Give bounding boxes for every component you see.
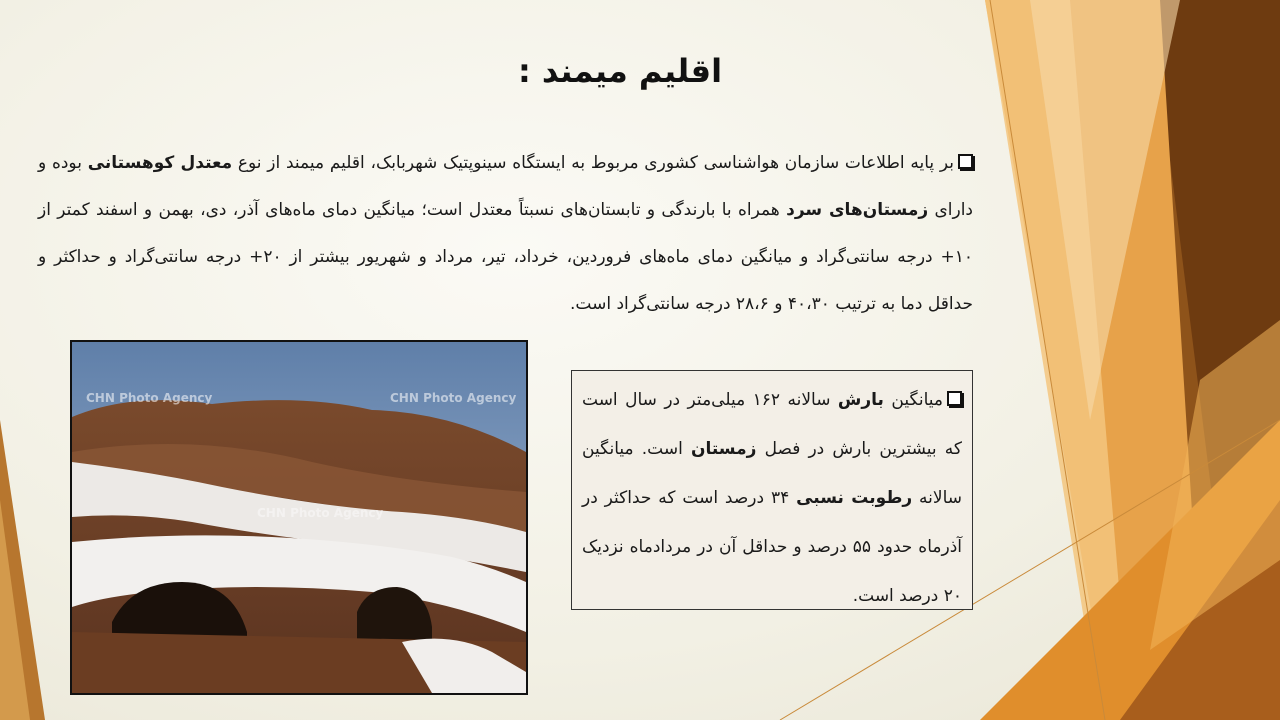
para1-bold-cold-winters: زمستان‌های سرد <box>786 200 929 220</box>
para1-text-3: همراه با بارندگی و تابستان‌های نسبتاً معتدل است؛ میانگین دمای ماه‌های آذر، دی، بهمن و اسفند کمتر از ۱۰+ درجه سانتی‌گراد و میانگین دمای ماه‌های فروردین، خرداد، تیر، مرداد و شهریور بیشتر از ۲۰+ درجه سانتی‌گراد و حداکثر و حداقل دما به ترتیب ۴۰،۳۰ و ۲۸،۶ درجه سانتی‌گراد است. <box>38 200 973 314</box>
para2-bold-humidity: رطوبت نسبی <box>796 488 913 508</box>
para2-bold-precipitation: بارش <box>837 390 884 410</box>
para2-text-2: سالانه ۱۶۲ میلی‌متر در سال است که بیشترین بارش در فصل <box>582 390 962 459</box>
para1-text-2: بوده و دارای <box>38 153 973 220</box>
photo-watermark-right: CHN Photo Agency <box>390 391 517 405</box>
checkbox-bullet-icon <box>947 391 962 406</box>
para2-bold-winter: زمستان <box>690 439 757 459</box>
photo-watermark-left: CHN Photo Agency <box>86 391 213 405</box>
slide-title: اقلیم میمند : <box>517 52 723 90</box>
para1-bold-climate-type: معتدل کوهستانی <box>87 153 233 173</box>
para2-text-4: ۳۴ درصد است که حداکثر در آذرماه حدود ۵۵ درصد و حداقل آن در مردادماه نزدیک ۲۰ درصد است. <box>582 488 962 606</box>
para2-text-3: است. میانگین سالانه <box>582 439 962 508</box>
checkbox-bullet-icon <box>958 154 973 169</box>
para2-text-1: میانگین <box>883 390 943 410</box>
snowy-rock-dwellings-photo <box>70 340 528 695</box>
photo-watermark-center: CHN Photo Agency <box>257 506 384 520</box>
climate-paragraph <box>38 140 973 328</box>
precipitation-humidity-box <box>571 370 973 610</box>
para1-text-1: بر پایه اطلاعات سازمان هواشناسی کشوری مربوط به ایستگاه سینوپتیک شهربابک، اقلیم میمند از نوع <box>232 153 955 173</box>
